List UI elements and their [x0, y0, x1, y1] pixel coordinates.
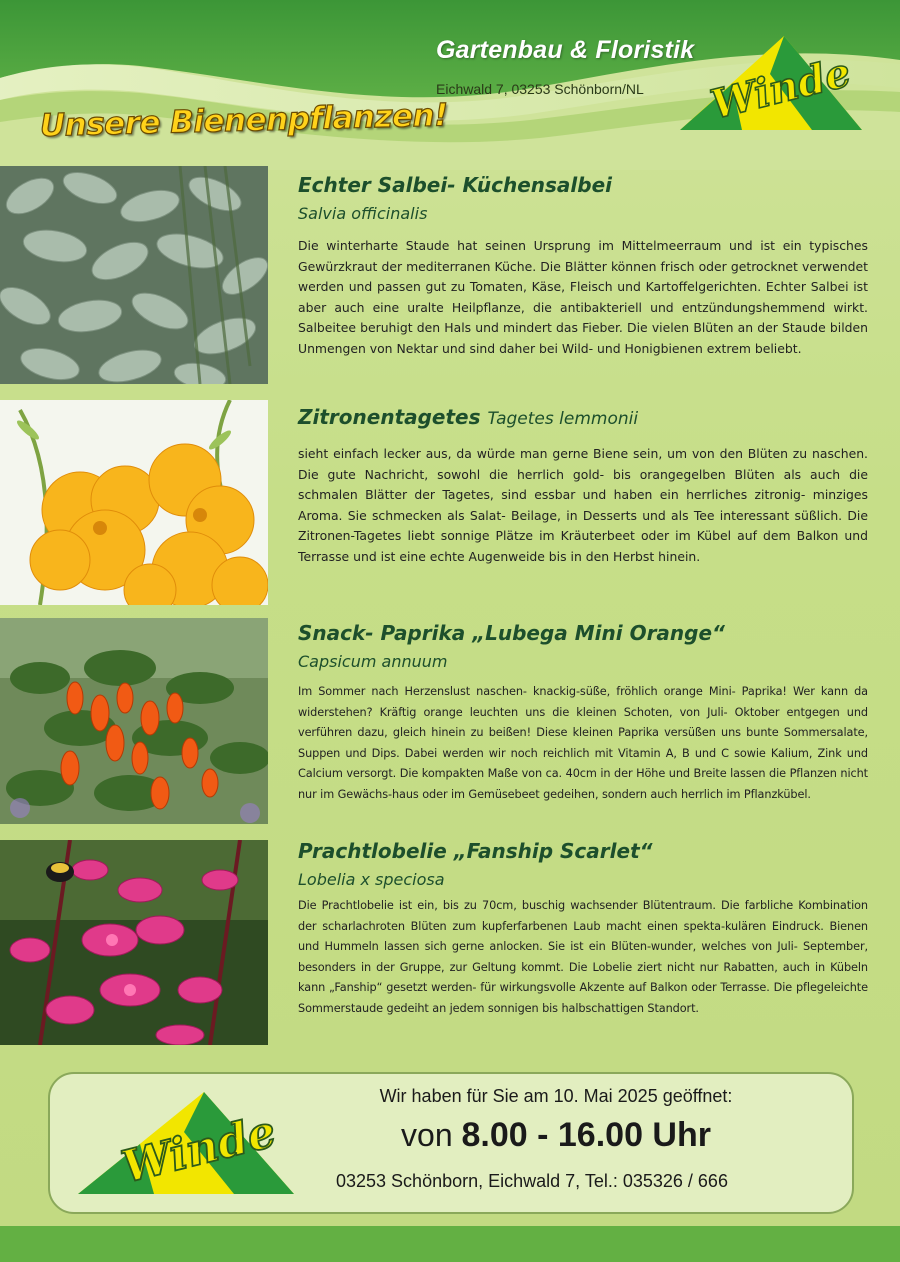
section-title-row — [298, 404, 868, 432]
winde-logo-bottom — [74, 1088, 302, 1198]
logo-top-text: Winde — [706, 48, 856, 129]
hours-prefix: von — [401, 1117, 453, 1153]
section-title: Echter Salbei- Küchensalbei — [298, 173, 612, 197]
footer-address: 03253 Schönborn, Eichwald 7, Tel.: 035326 / 666 — [336, 1171, 728, 1191]
lobelia-photo — [0, 840, 268, 1045]
hours-value: 8.00 - 16.00 Uhr — [461, 1116, 711, 1154]
headline: Unsere Bienenpflanzen! — [39, 97, 449, 144]
section-tagetes — [298, 404, 868, 567]
winde-logo-top — [672, 34, 872, 134]
section-sage — [298, 172, 868, 359]
brand-title: Gartenbau & Floristik — [436, 36, 695, 64]
brand-address: Eichwald 7, 03253 Schönborn/NL — [436, 81, 644, 97]
section-title: Zitronentagetes — [298, 405, 481, 429]
section-paprika — [298, 620, 868, 805]
section-lobelia — [298, 838, 868, 1019]
paprika-photo — [0, 618, 268, 824]
bottom-green-band — [0, 1226, 900, 1262]
sage-photo — [0, 166, 268, 384]
section-body: sieht einfach lecker aus, da würde man gerne Biene sein, um von den Blüten zu naschen. Die gute Nachricht, sowohl die herrlich gold- bis orangegelben Blüten als auch die schmalen Blätter der Tagetes, sind essbar und haben ein herrliches zitronig- minziges Aroma. Sie schmecken als Salat- Beilage, in Desserts und als Tee interessant süßlich. Die Zitronen-Tagetes liebt sonnige Plätze im Kräuterbeet oder im Kübel auf dem Balkon und Terrasse und ist eine echte Augenweide bis in den Herbst hinein. — [298, 446, 868, 564]
section-body: Die winterharte Staude hat seinen Ursprung im Mittelmeerraum und ist ein typisches Gewürzkraut der mediterranen Küche. Die Blätter können frisch oder getrocknet verwendet werden und passen gut zu Tomaten, Käse, Fleisch und Kartoffelgerichten. Echter Salbei ist aber auch eine uralte Heilpflanze, die antibakteriell und entzündungshemmend wirkt. Salbeitee beruhigt den Hals und mindert das Fieber. Die vielen Blüten an der Staude bilden Unmengen von Nektar und sind daher bei Wild- und Honigbienen extrem beliebt. — [298, 238, 868, 356]
section-latin-name: Lobelia x speciosa — [298, 870, 445, 889]
section-body: Im Sommer nach Herzenslust naschen- knackig-süße, fröhlich orange Mini- Paprika! Wer kann da widerstehen? Kräftig orange leuchten uns die kleinen Schoten, von Juli- Oktober entgegen und verführen dazu, gleich hinein zu beißen! Diese kleinen Paprika versüßen uns bunte Sommersalate, Suppen und Dips. Dabei werden wir noch reichlich mit Vitamin A, B und C sowie Kalium, Zink und Calcium versorgt. Die kompakten Maße von ca. 40cm in der Höhe und Breite lassen die Pflanzen nicht nur im Gewächs-haus oder im Gemüsebeet gedeihen, sondern auch herrlich im Pflanzkübel. — [298, 685, 868, 801]
opening-date-line: Wir haben für Sie am 10. Mai 2025 geöffnet: — [379, 1086, 733, 1106]
section-latin-name: Tagetes lemmonii — [487, 409, 639, 429]
tagetes-photo — [0, 400, 268, 605]
section-latin-name: Salvia officinalis — [298, 204, 428, 223]
section-body: Die Prachtlobelie ist ein, bis zu 70cm, buschig wachsender Blütentraum. Die farbliche Kombination der scharlachroten Blüten zum kupferfarbenen Laub macht einen spekta-kulären Eindruck. Bienen und Hummeln lassen sich gerne anlocken. Sie ist ein Blüten-wunder, welches von Juli- September, besonders in der Gruppe, zur Geltung kommt. Die Lobelie ziert nicht nur Rabatten, auch in Kübeln kann „Fanship“ gesetzt werden- für wirkungsvolle Akzente auf Balkon oder Terrasse. Die pflegeleichte Sommerstaude gedeiht an jedem sonnigen bis halbschattigen Standort. — [298, 899, 868, 1015]
section-latin-name: Capsicum annuum — [298, 652, 448, 671]
opening-hours — [336, 1116, 776, 1155]
logo-bottom-text: Winde — [117, 1106, 281, 1194]
section-title: Prachtlobelie „Fanship Scarlet“ — [298, 839, 653, 863]
section-title: Snack- Paprika „Lubega Mini Orange“ — [298, 621, 725, 645]
